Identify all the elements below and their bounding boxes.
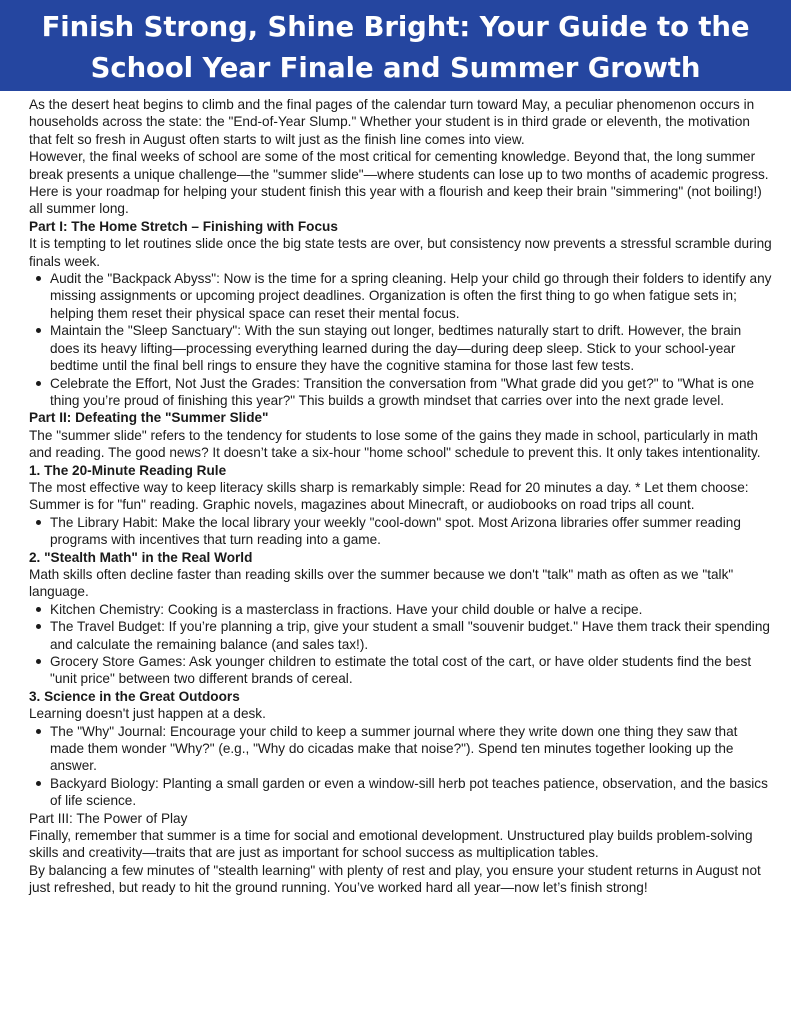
intro-paragraph-1: As the desert heat begins to climb and the final pages of the calendar turn toward May, a peculiar phenomenon occurs in households across the state: the "End-of-Year Slump." Whether your student is in third grade or eleventh, the motivation that felt so fresh in August often starts to wilt just as the finish line comes into view. — [29, 97, 755, 147]
section3-heading: 3. Science in the Great Outdoors — [29, 688, 240, 704]
article-body — [29, 96, 773, 897]
part2-heading: Part II: Defeating the "Summer Slide" — [29, 410, 269, 426]
part1-heading: Part I: The Home Stretch – Finishing with Focus — [29, 218, 338, 234]
part2-text: The "summer slide" refers to the tendency for students to lose some of the gains they made in school, particularly in math and reading. The good news? It doesn’t take a six-hour "home school" schedule to prevent this. It only takes intentionality. — [29, 427, 761, 461]
part3-text: Finally, remember that summer is a time for social and emotional development. Unstructured play builds problem-solving skills and creativity—traits that are just as important for school success as multiplication tables. — [29, 828, 753, 861]
list-item: The Library Habit: Make the local library your weekly "cool-down" spot. Most Arizona libraries offer summer reading programs with incentives that turn reading into a game. — [50, 514, 773, 549]
list-item: Kitchen Chemistry: Cooking is a masterclass in fractions. Have your child double or halve a recipe. — [50, 601, 773, 618]
section2-text: Math skills often decline faster than reading skills over the summer because we don't "talk" math as often as we "talk" language. — [29, 566, 734, 600]
section1-text: The most effective way to keep literacy skills sharp is remarkably simple: Read for 20 minutes a day. * Let them choose: Summer is for "fun" reading. Graphic novels, magazines about Minecraft, or audiobooks on road trips all count. — [29, 479, 749, 513]
intro-paragraph-2: However, the final weeks of school are some of the most critical for cementing knowledge. Beyond that, the long summer break presents a unique challenge—the "summer slide"—where students can lose up to two months of academic progress. Here is your roadmap for helping your student finish this year with a flourish and keep their brain "simmering" (not boiling!) all summer long. — [29, 149, 769, 217]
section1-list — [29, 514, 773, 549]
page-title: Finish Strong, Shine Bright: Your Guide to the School Year Finale and Summer Growth — [41, 11, 750, 84]
part1-list — [29, 270, 773, 409]
list-item: The "Why" Journal: Encourage your child to keep a summer journal where they write down one thing they saw that made them wonder "Why?" (e.g., "Why do cicadas make that noise?"). Spend ten minutes together looking up the answer. — [50, 723, 773, 775]
title-banner — [0, 0, 791, 91]
section3-text: Learning doesn't just happen at a desk. — [29, 706, 266, 722]
section2-list — [29, 601, 773, 688]
section3-list — [29, 723, 773, 810]
section1-heading: 1. The 20-Minute Reading Rule — [29, 462, 227, 478]
list-item: Backyard Biology: Planting a small garden or even a window-sill herb pot teaches patience, observation, and the basics of life science. — [50, 775, 773, 810]
list-item: Audit the "Backpack Abyss": Now is the time for a spring cleaning. Help your child go through their folders to identify any missing assignments or upcoming project deadlines. Organization is often the first thing to go when fatigue sets in; helping them reset their physical space can reset their mental focus. — [50, 271, 772, 321]
list-item: Grocery Store Games: Ask younger children to estimate the total cost of the cart, or have older students find the best "unit price" between two different brands of cereal. — [50, 653, 773, 688]
list-item: Celebrate the Effort, Not Just the Grades: Transition the conversation from "What grade did you get?" to "What is one thing you’re proud of finishing this year?" This builds a growth mindset that carries over into the next grade level. — [50, 375, 773, 410]
list-item: Maintain the "Sleep Sanctuary": With the sun staying out longer, bedtimes naturally start to drift. However, the brain does its heavy lifting—processing everything learned during the day—during deep sleep. Stick to your school-year bedtime until the final bell rings to ensure they have the cognitive stamina for those last few tests. — [50, 322, 773, 374]
part1-text: It is tempting to let routines slide once the big state tests are over, but consistency now prevents a stressful scramble during finals week. — [29, 236, 772, 269]
list-item: The Travel Budget: If you’re planning a trip, give your student a small "souvenir budget." Have them track their spending and calculate the remaining balance (and sales tax!). — [50, 618, 773, 653]
section2-heading: 2. "Stealth Math" in the Real World — [29, 549, 253, 565]
part3-heading: Part III: The Power of Play — [29, 810, 188, 826]
closing-paragraph: By balancing a few minutes of "stealth learning" with plenty of rest and play, you ensure your student returns in August not just refreshed, but ready to hit the ground running. You’ve worked hard all year—now let’s finish strong! — [29, 862, 761, 896]
